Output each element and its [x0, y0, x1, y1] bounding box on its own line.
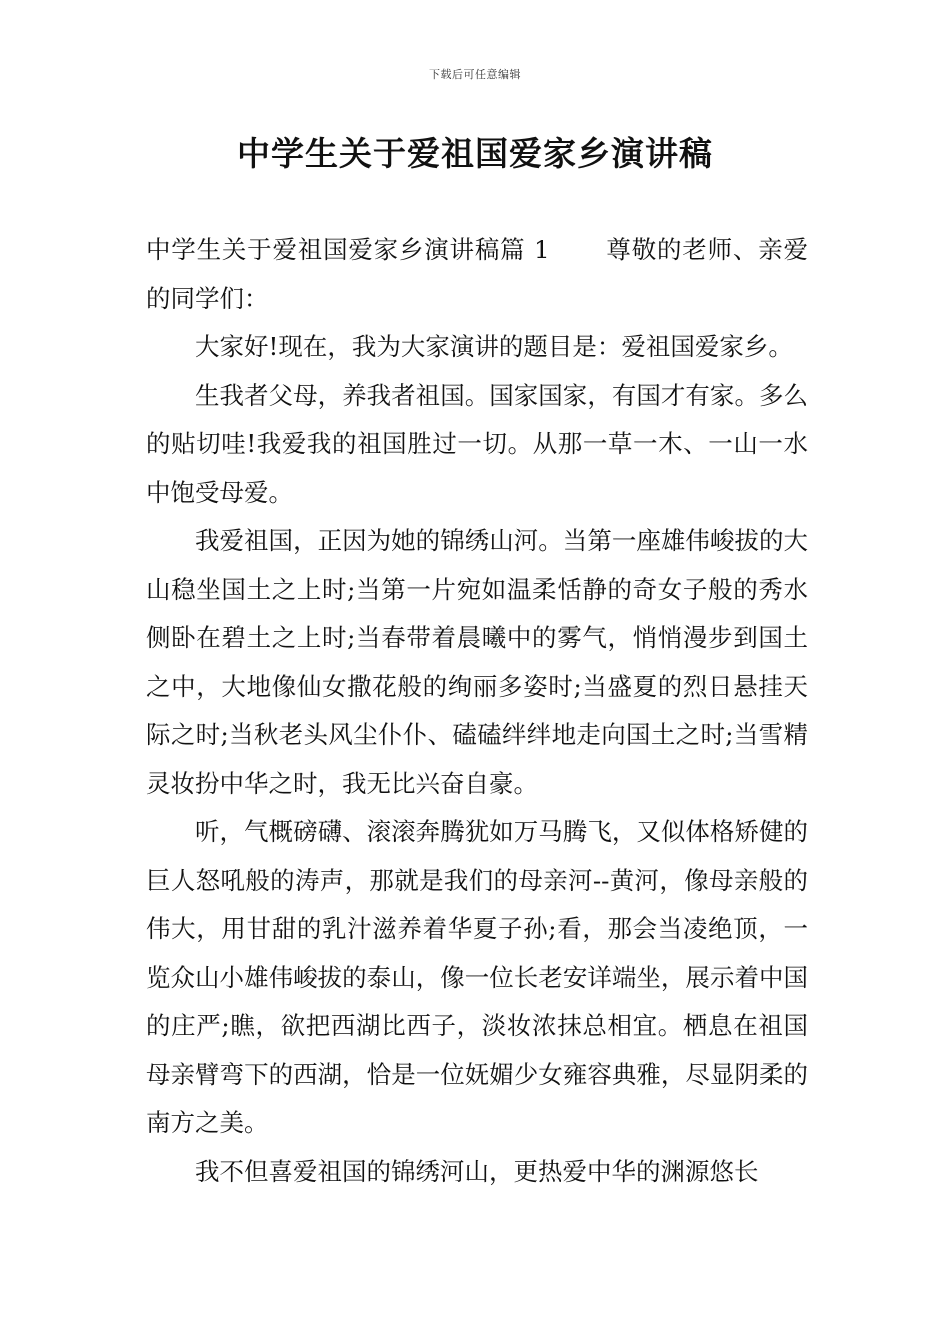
paragraph: 我不但喜爱祖国的锦绣河山，更热爱中华的渊源悠长	[195, 1156, 759, 1186]
paragraph: 听，气概磅礴、滚滚奔腾犹如万马腾飞，又似体格矫健的巨人怒吼般的涛声，那就是我们的母亲河--黄河，像母亲般的伟大，用甘甜的乳汁滋养着华夏子孙;看，那会当凌绝顶，一览众山小雄伟峻拔的泰山，像一位长老安详端坐，展示着中国的庄严;瞧，欲把西湖比西子，淡妆浓抹总相宜。栖息在祖国母亲臂弯下的西湖，恰是一位妩媚少女雍容典雅，尽显阴柔的南方之美。	[146, 817, 808, 1137]
document-body	[146, 226, 808, 1196]
salutation: 尊敬的老师、亲爱的同学们：	[146, 235, 808, 313]
paragraph: 大家好!现在，我为大家演讲的题目是：爱祖国爱家乡。	[195, 332, 793, 361]
header-note: 下载后可任意编辑	[429, 68, 521, 81]
intro-paragraph	[146, 226, 808, 323]
document-title: 中学生关于爱祖国爱家乡演讲稿	[237, 134, 713, 173]
paragraph: 我爱祖国，正因为她的锦绣山河。当第一座雄伟峻拔的大山稳坐国土之上时;当第一片宛如温柔恬静的奇女子般的秀水侧卧在碧土之上时;当春带着晨曦中的雾气，悄悄漫步到国土之中，大地像仙女撒花般的绚丽多姿时;当盛夏的烈日悬挂天际之时;当秋老头风尘仆仆、磕磕绊绊地走向国土之时;当雪精灵妆扮中华之时，我无比兴奋自豪。	[146, 526, 808, 798]
paragraph: 生我者父母，养我者祖国。国家国家，有国才有家。多么的贴切哇!我爱我的祖国胜过一切。从那一草一木、一山一水中饱受母爱。	[146, 380, 808, 507]
section-heading: 中学生关于爱祖国爱家乡演讲稿篇 1	[146, 235, 550, 264]
